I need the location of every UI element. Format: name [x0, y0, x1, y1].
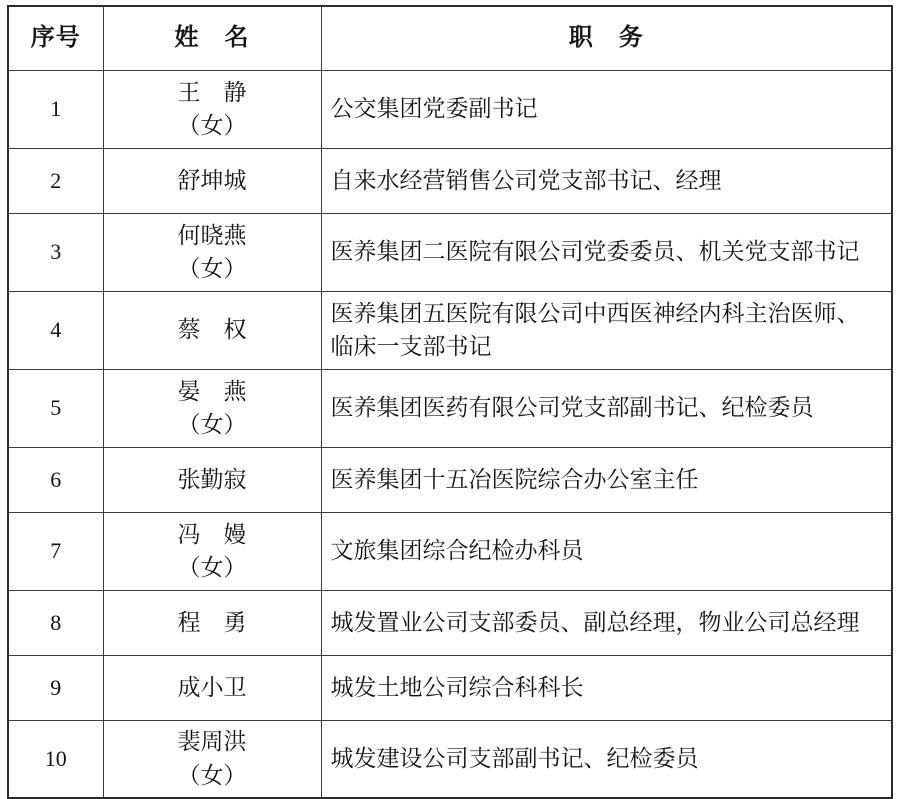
name-text: 王 静	[177, 79, 247, 105]
table-row	[8, 720, 892, 798]
cell-name	[103, 590, 321, 655]
table-row	[8, 70, 892, 148]
name-text: 张勤寂	[177, 466, 247, 492]
table-row	[8, 213, 892, 291]
table-row	[8, 369, 892, 447]
gender-note: （女）	[177, 113, 247, 138]
cell-name	[103, 291, 321, 369]
personnel-table	[7, 5, 893, 799]
name-text: 何晓燕	[177, 222, 247, 248]
cell-position: 医养集团医药有限公司党支部副书记、纪检委员	[321, 369, 892, 447]
header-cell-name: 姓 名	[103, 6, 321, 70]
header-row	[8, 6, 892, 70]
cell-name	[103, 447, 321, 512]
cell-position: 医养集团二医院有限公司党委委员、机关党支部书记	[321, 213, 892, 291]
cell-position: 城发土地公司综合科科长	[321, 655, 892, 720]
cell-serial-number: 8	[8, 590, 103, 655]
cell-name	[103, 148, 321, 213]
cell-position: 医养集团五医院有限公司中西医神经内科主治医师、临床一支部书记	[321, 291, 892, 369]
name-text: 裴周洪	[177, 729, 247, 755]
name-text: 舒坤城	[177, 167, 247, 193]
cell-serial-number: 6	[8, 447, 103, 512]
cell-name	[103, 512, 321, 590]
name-text: 冯 嫚	[177, 521, 247, 547]
name-text: 蔡 权	[177, 317, 247, 343]
header-cell-serial-number: 序号	[8, 6, 103, 70]
header-cell-position: 职 务	[321, 6, 892, 70]
cell-serial-number: 9	[8, 655, 103, 720]
table-row	[8, 291, 892, 369]
cell-serial-number: 4	[8, 291, 103, 369]
gender-note: （女）	[177, 412, 247, 437]
cell-position: 城发建设公司支部副书记、纪检委员	[321, 720, 892, 798]
cell-serial-number: 1	[8, 70, 103, 148]
name-text: 程 勇	[177, 609, 247, 635]
cell-position: 自来水经营销售公司党支部书记、经理	[321, 148, 892, 213]
cell-serial-number: 7	[8, 512, 103, 590]
cell-serial-number: 5	[8, 369, 103, 447]
cell-serial-number: 2	[8, 148, 103, 213]
cell-position: 文旅集团综合纪检办科员	[321, 512, 892, 590]
cell-name	[103, 70, 321, 148]
table-row	[8, 148, 892, 213]
cell-serial-number: 10	[8, 720, 103, 798]
cell-name	[103, 213, 321, 291]
table-row	[8, 590, 892, 655]
cell-name	[103, 655, 321, 720]
table-row	[8, 447, 892, 512]
cell-serial-number: 3	[8, 213, 103, 291]
gender-note: （女）	[177, 256, 247, 281]
table-row	[8, 655, 892, 720]
cell-position: 医养集团十五冶医院综合办公室主任	[321, 447, 892, 512]
name-text: 晏 燕	[177, 378, 247, 404]
cell-position: 公交集团党委副书记	[321, 70, 892, 148]
gender-note: （女）	[177, 762, 247, 788]
cell-name	[103, 720, 321, 798]
table-row	[8, 512, 892, 590]
name-text: 成小卫	[177, 674, 247, 700]
cell-name	[103, 369, 321, 447]
gender-note: （女）	[177, 555, 247, 580]
cell-position: 城发置业公司支部委员、副总经理，物业公司总经理	[321, 590, 892, 655]
